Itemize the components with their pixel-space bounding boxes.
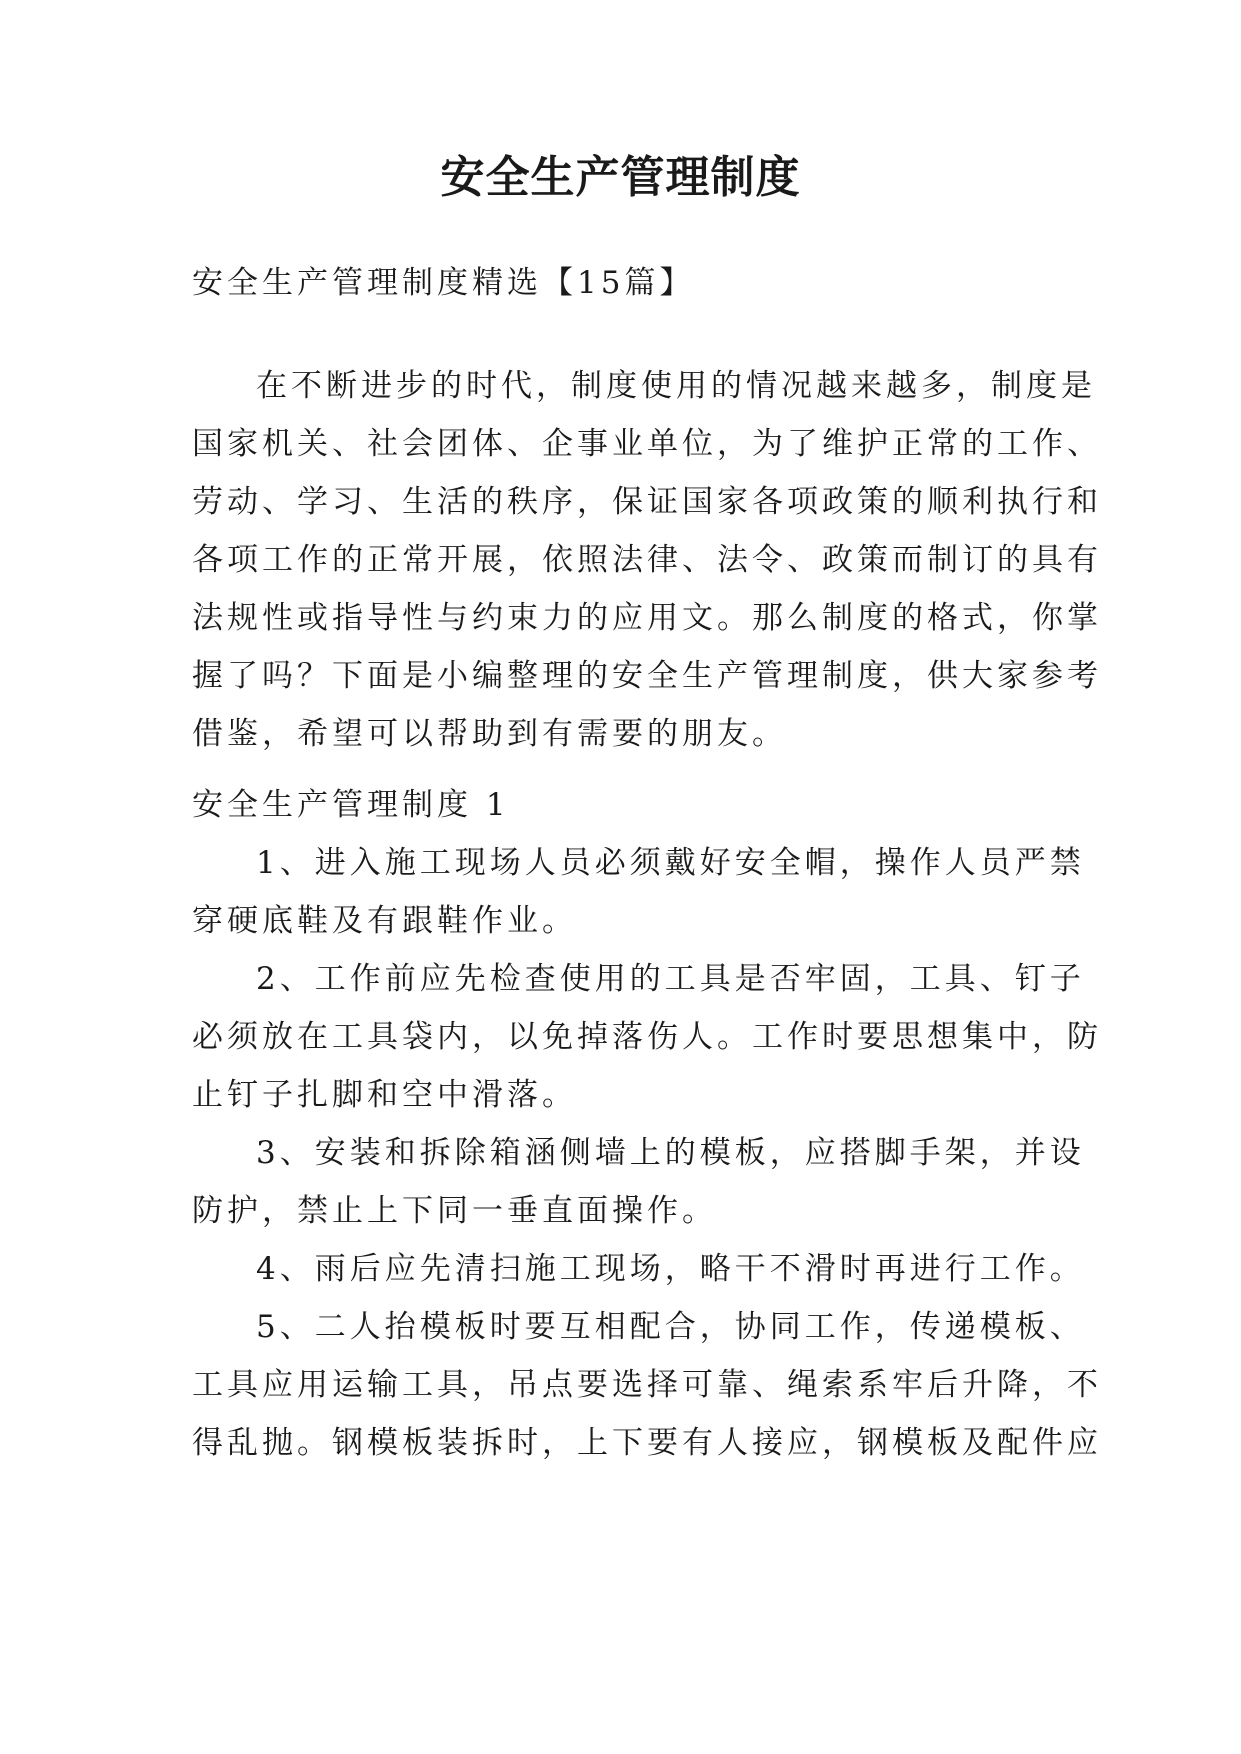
rule-item-4: 4、雨后应先清扫施工现场，略干不滑时再进行工作。	[256, 1251, 1085, 1287]
intro-line: 劳动、学习、生活的秩序，保证国家各项政策的顺利执行和	[192, 484, 1102, 520]
intro-line: 在不断进步的时代，制度使用的情况越来越多，制度是	[256, 368, 1096, 404]
intro-line: 借鉴，希望可以帮助到有需要的朋友。	[192, 716, 787, 752]
section-heading	[192, 776, 1062, 834]
rule-item-1: 1、进入施工现场人员必须戴好安全帽，操作人员严禁	[256, 845, 1085, 881]
rule-item-2: 2、工作前应先检查使用的工具是否牢固，工具、钉子	[256, 961, 1085, 997]
document-title: 安全生产管理制度	[440, 152, 801, 203]
rule-item-5-cont: 得乱抛。钢模板装拆时，上下要有人接应，钢模板及配件应	[192, 1425, 1102, 1461]
intro-line: 法规性或指导性与约束力的应用文。那么制度的格式，你掌	[192, 600, 1102, 636]
subtitle-line: 安全生产管理制度精选【15篇】	[192, 265, 695, 301]
intro-paragraph	[192, 357, 1102, 763]
document-subtitle	[192, 254, 1062, 312]
rule-item-3: 3、安装和拆除箱涵侧墙上的模板，应搭脚手架，并设	[256, 1135, 1085, 1171]
intro-line: 各项工作的正常开展，依照法律、法令、政策而制订的具有	[192, 542, 1102, 578]
rule-item-5: 5、二人抬模板时要互相配合，协同工作，传递模板、	[256, 1309, 1085, 1345]
rule-item-3-cont: 防护，禁止上下同一垂直面操作。	[192, 1193, 717, 1229]
rule-item-1-cont: 穿硬底鞋及有跟鞋作业。	[192, 903, 577, 939]
intro-line: 握了吗？下面是小编整理的安全生产管理制度，供大家参考	[192, 658, 1102, 694]
section-body	[192, 834, 1102, 1472]
intro-line: 国家机关、社会团体、企事业单位，为了维护正常的工作、	[192, 426, 1102, 462]
rule-item-2-cont: 必须放在工具袋内，以免掉落伤人。工作时要思想集中，防	[192, 1019, 1102, 1055]
rule-item-2-cont: 止钉子扎脚和空中滑落。	[192, 1077, 577, 1113]
rule-item-5-cont: 工具应用运输工具，吊点要选择可靠、绳索系牢后升降，不	[192, 1367, 1102, 1403]
section-heading-line: 安全生产管理制度 1	[192, 787, 510, 823]
